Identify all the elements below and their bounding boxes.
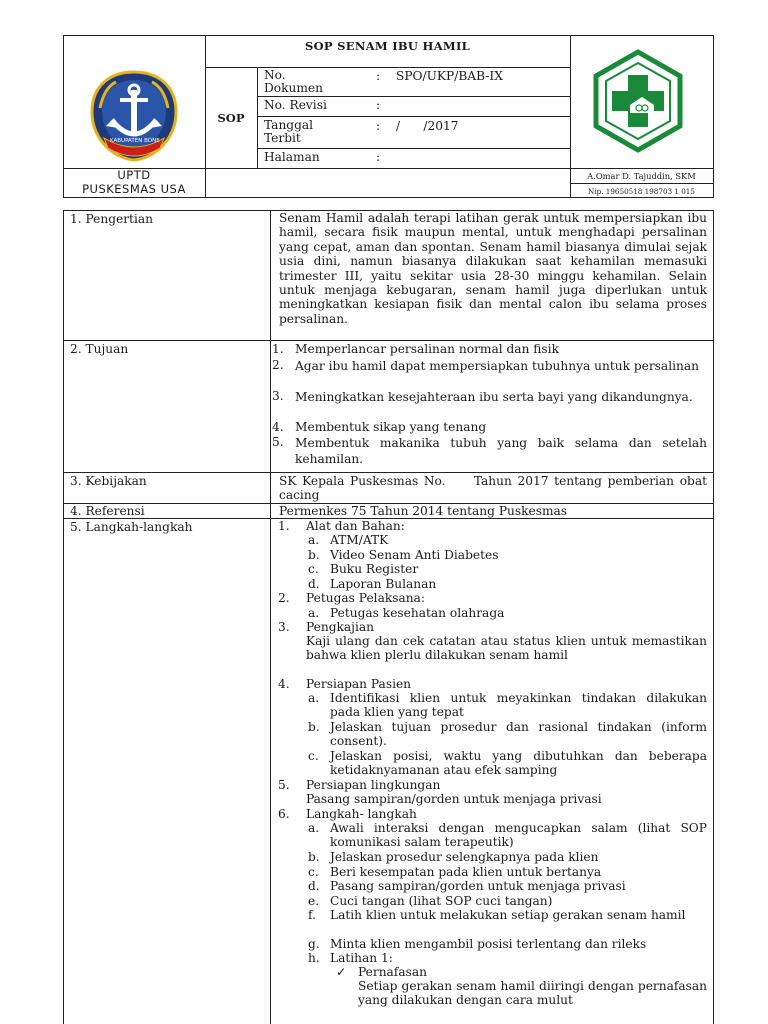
section-label-pengertian: 1. Pengertian bbox=[70, 212, 153, 226]
puskesmas-logo bbox=[586, 49, 690, 153]
doc-number-sep: : bbox=[376, 69, 381, 83]
alat-item: Laporan Bulanan bbox=[330, 576, 437, 591]
tujuan-item: Membentuk sikap yang tenang bbox=[295, 420, 487, 434]
langkah-item: Awali interaksi dengan mengucapkan salam (lihat SOP komunikasi salam terapeutik) bbox=[330, 821, 707, 850]
referensi-text: Permenkes 75 Tahun 2014 tentang Puskesmas bbox=[279, 504, 568, 518]
revision-sep: : bbox=[376, 98, 381, 112]
section-label-langkah: 5. Langkah-langkah bbox=[70, 520, 193, 534]
langkah-item: Cuci tangan (lihat SOP cuci tangan) bbox=[330, 893, 553, 908]
section-label-tujuan: 2. Tujuan bbox=[70, 342, 129, 356]
pengkajian-text: Kaji ulang dan cek catatan atau status klien untuk memastikan bahwa klien plerlu dilakukan senam hamil bbox=[306, 634, 707, 663]
doc-number-label: No. Dokumen bbox=[264, 68, 323, 95]
alat-item: Buku Register bbox=[330, 562, 419, 576]
langkah-item: Jelaskan prosedur selengkapnya pada klien bbox=[330, 850, 599, 864]
page-label: Halaman bbox=[264, 150, 320, 164]
tujuan-item: Memperlancar persalinan normal dan fisik bbox=[295, 342, 559, 356]
issue-date-sep: : bbox=[376, 119, 381, 133]
petugas-item: Petugas kesehatan olahraga bbox=[330, 605, 505, 620]
section-label-kebijakan: 3. Kebijakan bbox=[70, 474, 147, 488]
uptd-label: UPTD bbox=[117, 168, 151, 182]
langkah-item: Latihan 1: bbox=[330, 951, 393, 965]
pengkajian-title: Pengkajian bbox=[306, 620, 374, 634]
pasien-item: Jelaskan posisi, waktu yang dibutuhkan dan beberapa ketidaknyamanan atau efek samping bbox=[330, 749, 707, 778]
issue-date-value: / /2017 bbox=[396, 119, 459, 133]
puskesmas-name: PUSKESMAS USA bbox=[82, 182, 186, 196]
tujuan-item: Agar ibu hamil dapat mempersiapkan tubuhnya untuk persalinan bbox=[295, 359, 699, 373]
alat-item: ATM/ATK bbox=[330, 533, 389, 547]
alat-item: Video Senam Anti Diabetes bbox=[330, 547, 499, 562]
kebijakan-text: SK Kepala Puskesmas No. Tahun 2017 tentang pemberian obat cacing bbox=[279, 474, 711, 503]
pasien-title: Persiapan Pasien bbox=[306, 677, 412, 691]
doc-number-value: SPO/UKP/BAB-IX bbox=[396, 69, 503, 83]
langkah-item: Beri kesempatan pada klien untuk bertanya bbox=[330, 864, 602, 879]
sop-label: SOP bbox=[217, 111, 245, 125]
page-sep: : bbox=[376, 150, 381, 164]
pernafasan-text: Setiap gerakan senam hamil diiringi dengan pernafasan yang dilakukan dengan cara mulut bbox=[358, 979, 707, 1008]
pasien-item: Identifikasi klien untuk meyakinkan tindakan dilakukan pada klien yang tepat bbox=[330, 691, 707, 720]
langkah-item: Pasang sampiran/gorden untuk menjaga privasi bbox=[330, 879, 626, 893]
signer-nip: Nip. 19650518 198703 1 015 bbox=[588, 187, 695, 196]
lingkungan-title: Persiapan lingkungan bbox=[306, 778, 441, 792]
section-label-referensi: 4. Referensi bbox=[70, 504, 145, 518]
langkah-item: Minta klien mengambil posisi terlentang dan rileks bbox=[330, 936, 647, 951]
pernafasan-title: Pernafasan bbox=[358, 965, 427, 979]
kabupaten-bone-logo bbox=[86, 68, 182, 164]
pasien-item: Jelaskan tujuan prosedur dan rasional tindakan (inform consent). bbox=[330, 720, 707, 749]
checkmark-icon: ✓ bbox=[336, 965, 347, 979]
alat-title: Alat dan Bahan: bbox=[306, 519, 405, 533]
issue-date-label: Tanggal Terbit bbox=[264, 118, 314, 145]
page-title: SOP SENAM IBU HAMIL bbox=[304, 39, 471, 53]
signer-name: A.Omar D. Tajuddin, SKM bbox=[587, 171, 696, 181]
lingkungan-text: Pasang sampiran/gorden untuk menjaga privasi bbox=[306, 792, 602, 806]
logo-banner-text: KABUPATEN BONE bbox=[110, 138, 160, 144]
tujuan-item: Membentuk makanika tubuh yang baik selama dan setelah kehamilan. bbox=[295, 436, 707, 466]
tujuan-item: Meningkatkan kesejahteraan ibu serta bayi yang dikandungnya. bbox=[295, 390, 693, 404]
langkah-item: Latih klien untuk melakukan setiap gerakan senam hamil bbox=[330, 908, 686, 922]
revision-label: No. Revisi bbox=[264, 98, 327, 112]
pengertian-text: Senam Hamil adalah terapi latihan gerak untuk mempersiapkan ibu hamil, secara fisik maupun mental, untuk menghadapi persalinan yang cepat, aman dan spontan. Senam hamil biasanya dimulai sejak usia dini, namun biasanya dilakukan saat kehamilan memasuki trimester III, yaitu sekitar usia 28-30 minggu kehamilan. Selain untuk menjaga kebugaran, senam hamil juga diperlukan untuk meningkatkan kesiapan fisik dan mental calon ibu selama proses persalinan. bbox=[279, 211, 707, 326]
petugas-title: Petugas Pelaksana: bbox=[306, 591, 425, 605]
langkah-title: Langkah- langkah bbox=[306, 807, 417, 821]
